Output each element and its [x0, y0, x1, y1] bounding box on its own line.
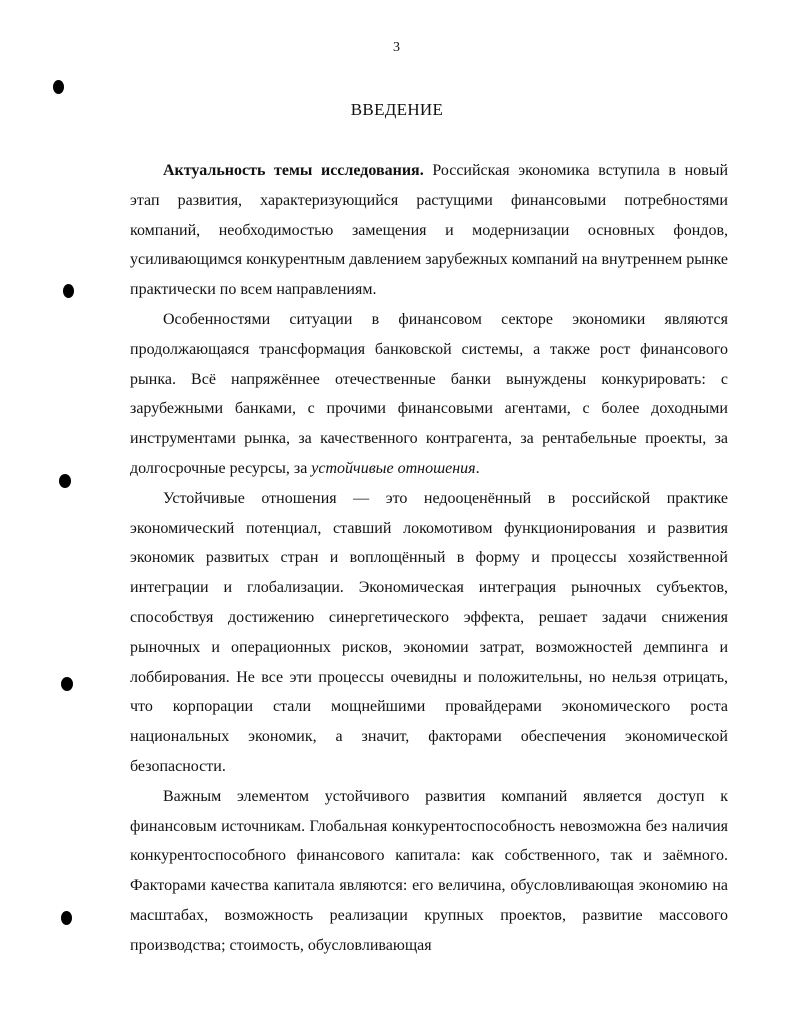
- paragraph-emphasis: устойчивые отношения: [311, 459, 476, 477]
- binder-hole-5: [61, 911, 72, 925]
- paragraph-financial-sector: [130, 305, 728, 484]
- page-title: [0, 100, 793, 120]
- paragraph-financial-sources: [130, 782, 728, 961]
- paragraph-lead: Актуальность темы исследования.: [163, 162, 424, 179]
- paragraph-text: Важным элементом устойчивого развития компаний является доступ к финансовым источникам. Глобальная конкурентоспособность невозможна без наличия конкурентоспособного финансового капитала: как собственного, так и заёмного. Факторами качества капитала являются: его величина, обусловливающая экономию на масштабах, возможность реализации крупных проектов, развитие массового производства; стоимость, обусловливающая: [130, 787, 728, 954]
- paragraph-relevance: [130, 156, 728, 305]
- page-number: 3: [393, 40, 400, 55]
- paragraph-stable-relations: [130, 484, 728, 782]
- paragraph-text: Устойчивые отношения — это недооценённый в российской практике экономический потенциал, ставший локомотивом функционирования и развития экономик развитых стран и воплощённый в форму и процессы хозяйственной интеграции и глобализации. Экономическая интеграция рыночных субъектов, способствуя достижению синергетического эффекта, решает задачи снижения рыночных и операционных рисков, экономии затрат, возможностей демпинга и лоббирования. Не все эти процессы очевидны и положительны, но нельзя отрицать, что корпорации стали мощнейшими провайдерами экономического роста национальных экономик, а значит, факторами обеспечения экономической безопасности.: [130, 489, 728, 775]
- paragraph-text: Российская экономика вступила в новый этап развития, характеризующийся растущими финансовыми потребностями компаний, необходимостью замещения и модернизации основных фондов, усиливающимся конкурентным давлением зарубежных компаний на внутреннем рынке практически по всем направлениям.: [130, 162, 729, 299]
- binder-hole-2: [63, 284, 74, 298]
- binder-hole-1: [53, 80, 64, 94]
- binder-hole-4: [61, 677, 73, 691]
- paragraph-tail: .: [475, 459, 480, 477]
- paragraph-text: Особенностями ситуации в финансовом секторе экономики являются продолжающаяся трансформация банковской системы, а также рост финансового рынка. Всё напряжённее отечественные банки вынуждены конкурировать: с зарубежными банками, с прочими финансовыми агентами, с более доходными инструментами рынка, за качественного контрагента, за рентабельные проекты, за долгосрочные ресурсы, за: [130, 310, 728, 477]
- document-body: [130, 156, 728, 961]
- binder-hole-3: [59, 474, 71, 488]
- page-title-text: ВВЕДЕНИЕ: [350, 100, 444, 119]
